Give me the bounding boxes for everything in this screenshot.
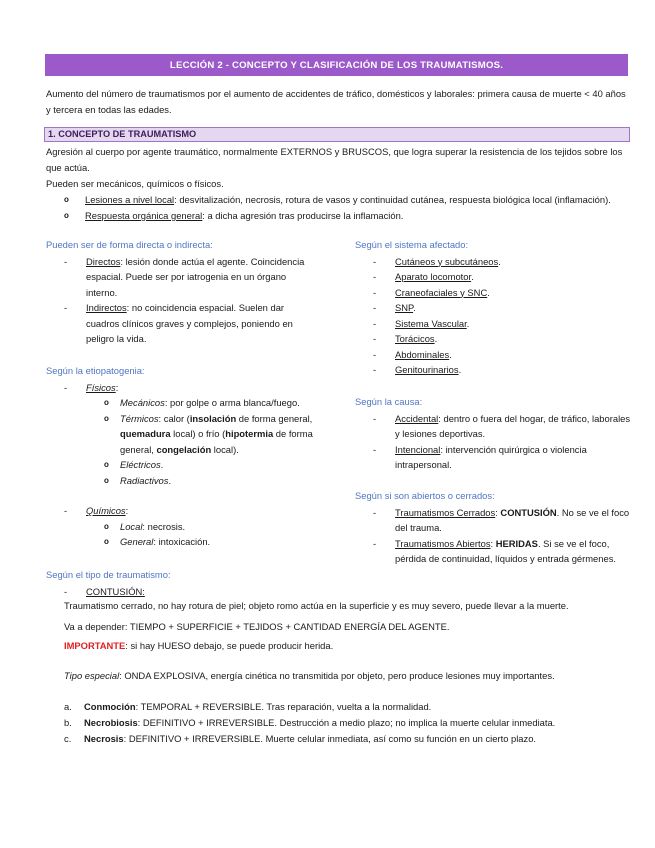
sistema-section [355, 237, 635, 378]
subheading: Según si son abiertos o cerrados: [355, 490, 495, 501]
contusion-line2: Va a depender: TIEMPO + SUPERFICIE + TEJIDOS + CANTIDAD ENERGÍA DEL AGENTE. [64, 621, 450, 632]
list-item: - Sistema Vascular. [373, 317, 470, 329]
types-text: Pueden ser mecánicos, químicos o físicos. [46, 178, 224, 189]
list-item: o Local: necrosis. [104, 520, 186, 532]
list-item: o Térmicos: calor (insolación de forma general, quemadura local) o frío (hipotermia de forma general, congelación local). [104, 412, 313, 455]
definition-bullets [46, 192, 631, 224]
etiopatogenia-section [46, 363, 331, 488]
intro-paragraph: Aumento del número de traumatismos por el aumento de accidentes de tráfico, domésticos y laborales: primera causa de muerte < 40 años y tercera en todas las edades. [46, 88, 626, 115]
list-item: o Lesiones a nivel local: desvitalización, necrosis, rotura de vasos y continuidad cutánea, respuesta biológica local (inflamación). [46, 192, 631, 208]
list-item: a. Conmoción: TEMPORAL + REVERSIBLE. Tras reparación, vuelta a la normalidad. [64, 701, 432, 712]
list-item: - SNP. [373, 302, 416, 313]
subheading: Según la causa: [355, 396, 423, 407]
definition-text: Agresión al cuerpo por agente traumático, normalmente EXTERNOS y BRUSCOS, que logra superar la resistencia de los tejidos sobre los que actúa. [46, 146, 623, 173]
contusion-line1: Traumatismo cerrado, no hay rotura de piel; objeto romo actúa en la superficie y es muy severo, puede llevar a la muerte. [64, 600, 569, 611]
subheading: Según la etiopatogenia: [46, 365, 145, 376]
list-item: - Traumatismos Cerrados: CONTUSIÓN. No se ve el foco del trauma. [373, 506, 630, 533]
list-item: o Radiactivos. [104, 474, 172, 486]
list-item: o General: intoxicación. [104, 536, 211, 547]
page-title: LECCIÓN 2 - CONCEPTO Y CLASIFICACIÓN DE LOS TRAUMATISMOS. [45, 54, 628, 76]
grades-list [64, 699, 634, 747]
subheading: Pueden ser de forma directa o indirecta: [46, 239, 213, 250]
causa-section [355, 394, 635, 473]
section-heading: 1. CONCEPTO DE TRAUMATISMO [44, 127, 630, 142]
list-item: - CONTUSIÓN: [64, 585, 145, 597]
list-item: - Cutáneos y subcutáneos. [373, 255, 501, 267]
list-item: o Respuesta orgánica general: a dicha agresión tras producirse la inflamación. [46, 208, 631, 224]
definition-block [46, 144, 631, 224]
subheading: Según el sistema afectado: [355, 239, 469, 250]
list-item: - Aparato locomotor. [373, 271, 474, 282]
list-item: o Mecánicos: por golpe o arma blanca/fuego. [104, 397, 300, 408]
list-item: - Directos: lesión donde actúa el agente. Coincidencia espacial. Puede ser por iatrogenia en un órgano interno. [64, 255, 305, 298]
list-item: - Intencional: intervención quirúrgica o violencia intrapersonal. [373, 443, 587, 470]
list-item: - Químicos: o Local: necrosis. o General: intoxicación. [46, 503, 331, 550]
bullet-marker: o [64, 211, 69, 220]
tipo-section [46, 567, 326, 599]
abiertos-section [355, 488, 640, 567]
list-item: - Accidental: dentro o fuera del hogar, de tráfico, laborales y lesiones deportivas. [373, 412, 631, 439]
quimicos-section [46, 503, 331, 550]
list-item: b. Necrobiosis: DEFINITIVO + IRREVERSIBLE. Destrucción a medio plazo; no implica la muerte celular inmediata. [64, 717, 556, 728]
list-item: c. Necrosis: DEFINITIVO + IRREVERSIBLE. Muerte celular inmediata, así como su función en un cierto plazo. [64, 733, 537, 744]
especial-line: Tipo especial: ONDA EXPLOSIVA, energía cinética no transmitida por objeto, pero produce lesiones muy importantes. [64, 670, 555, 681]
list-item: o Eléctricos. [104, 459, 164, 470]
list-item: - Craneofaciales y SNC. [373, 286, 490, 298]
list-item: - Genitourinarios. [373, 364, 462, 375]
subheading: Según el tipo de traumatismo: [46, 569, 171, 580]
list-item: - Torácicos. [373, 333, 438, 344]
bullet-marker: o [64, 195, 69, 204]
list-item: - Abdominales. [373, 348, 452, 360]
importante-line: IMPORTANTE: si hay HUESO debajo, se puede producir herida. [64, 640, 334, 651]
list-item: - Físicos: o Mecánicos: por golpe o arma blanca/fuego. o Térmicos: calor (insolación de forma general, quemadura local) o frío (hipotermia de forma general, congelación local). o Eléctricos. o Radiactivos. [46, 380, 331, 489]
list-item: - Indirectos: no coincidencia espacial. Suelen dar cuadros clínicos graves y complejos, poniendo en peligro la vida. [64, 302, 293, 344]
forma-section [46, 237, 306, 347]
list-item: - Traumatismos Abiertos: HERIDAS. Si se ve el foco, pérdida de continuidad, líquidos y entrada gérmenes. [373, 537, 616, 564]
